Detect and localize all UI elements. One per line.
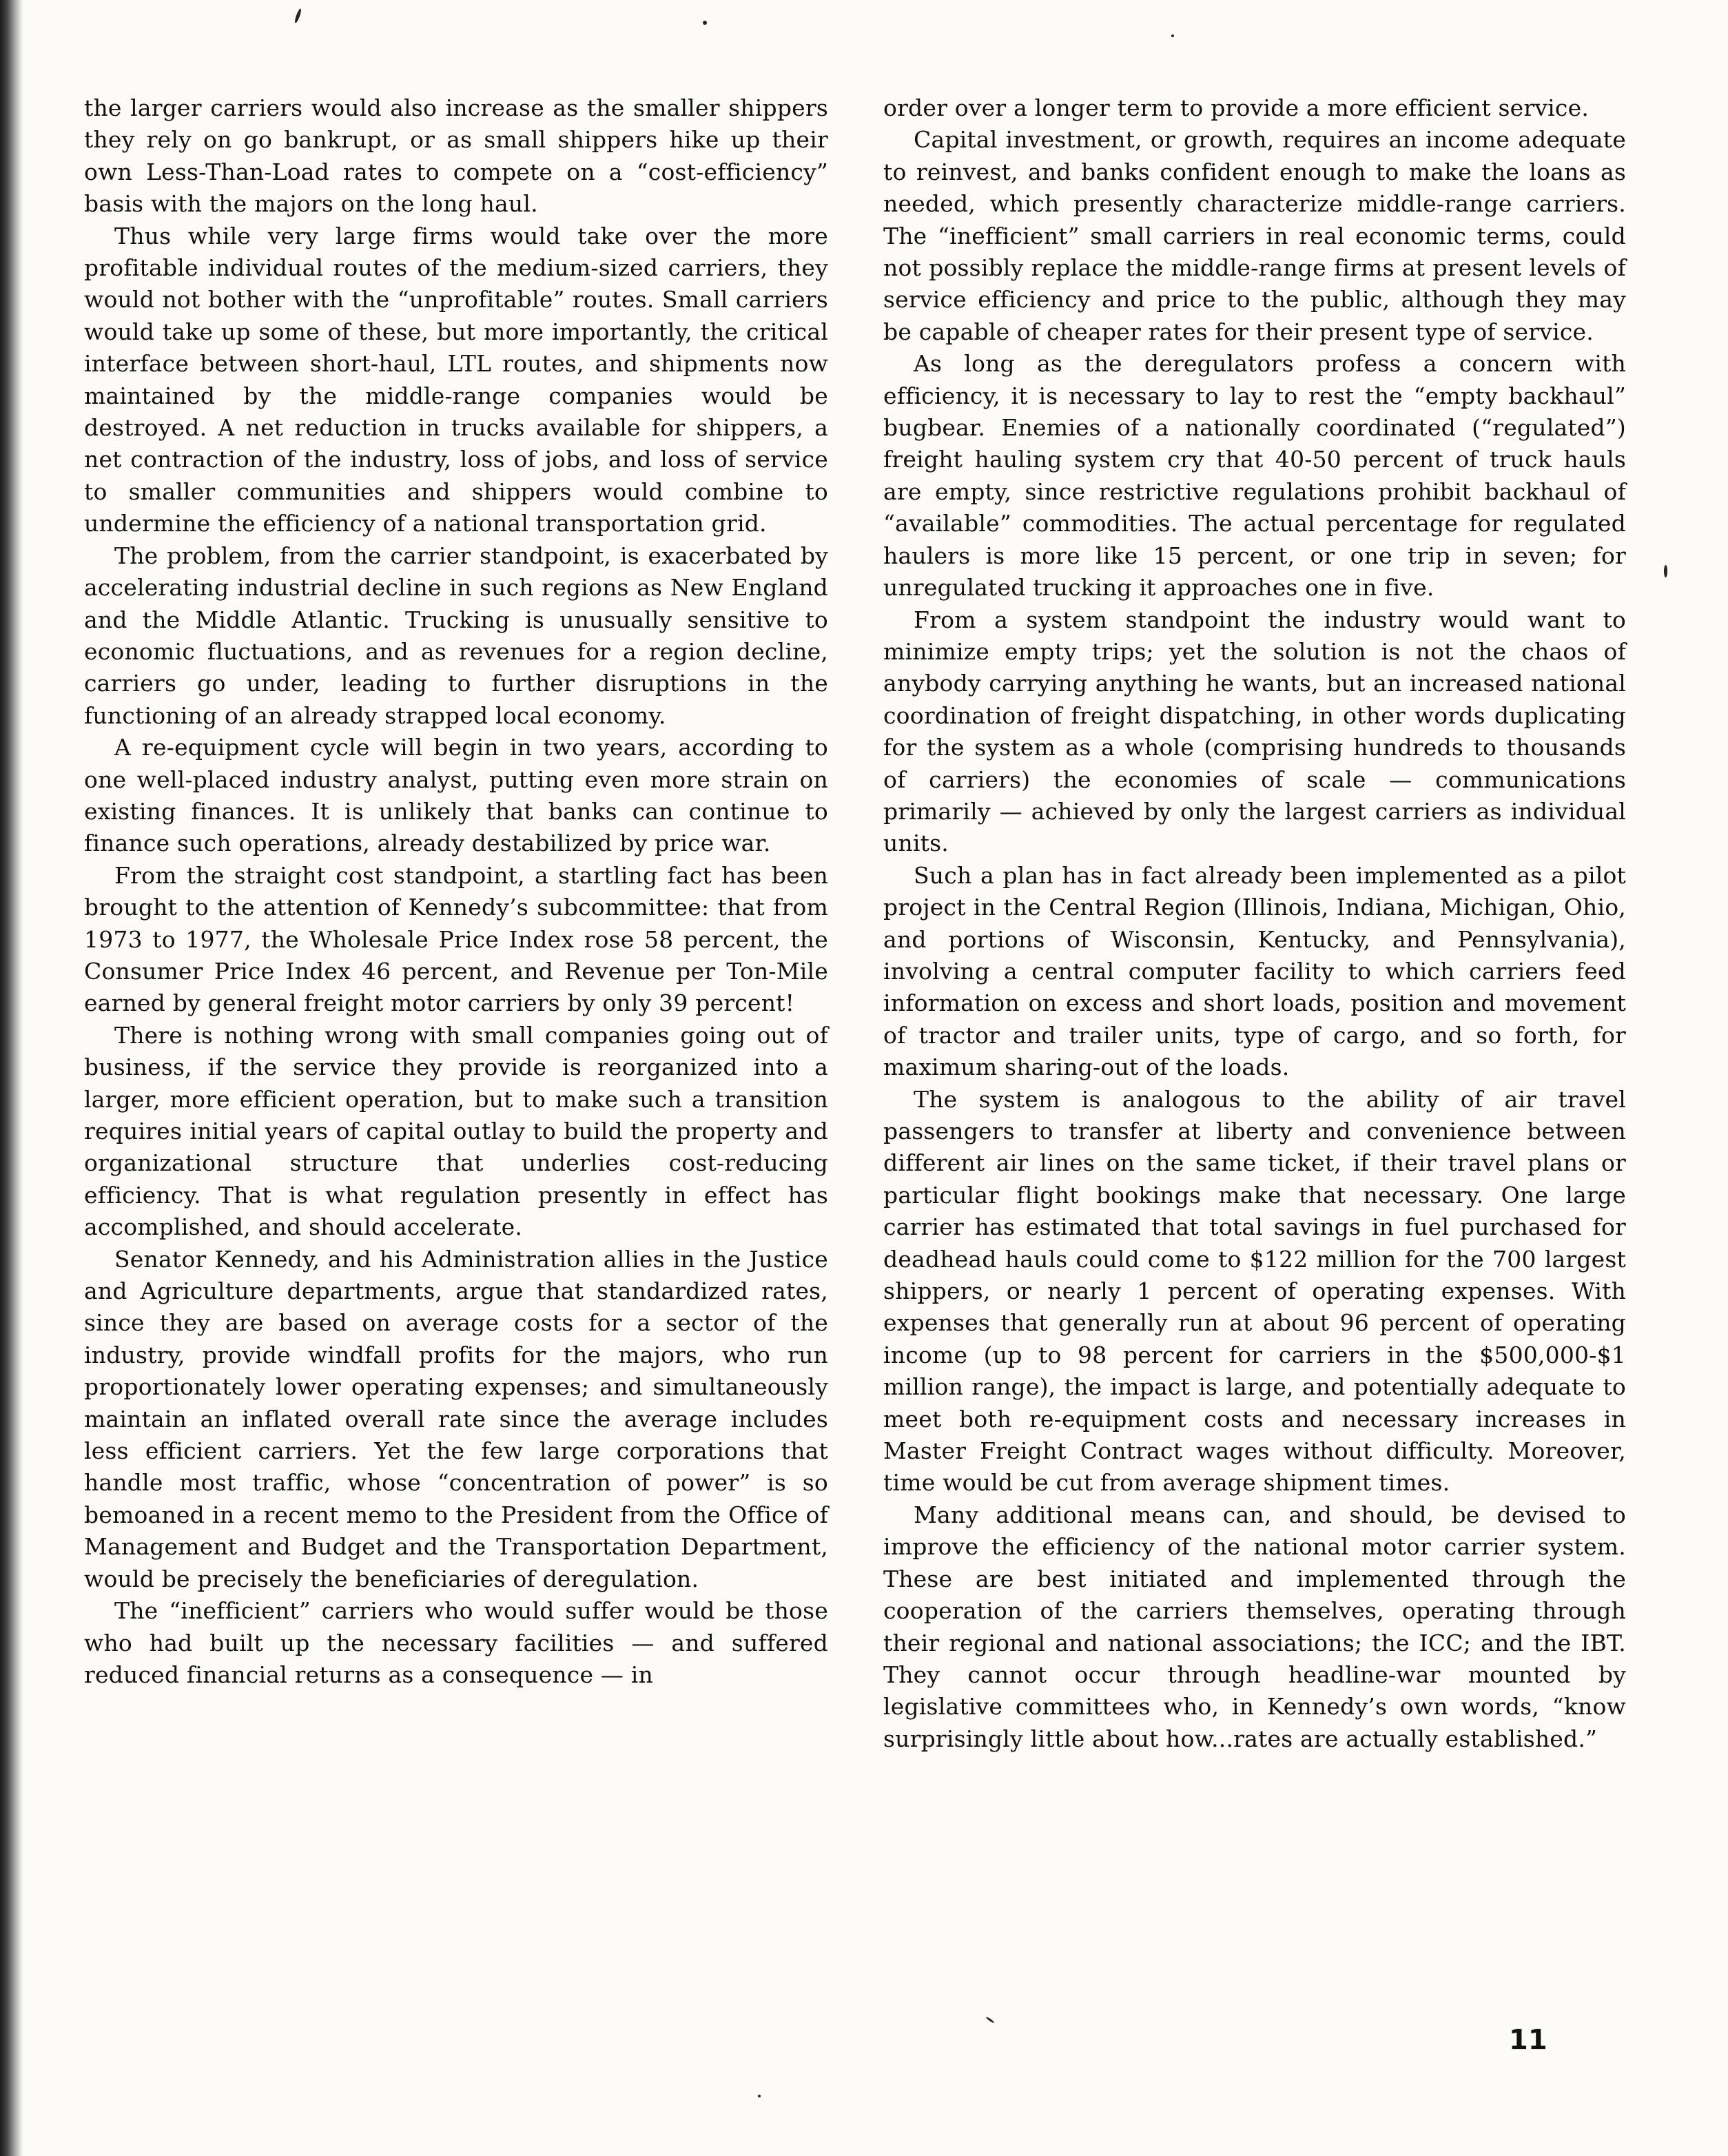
- paragraph: From the straight cost standpoint, a startling fact has been brought to the attention of Kennedy’s subcommittee: that from 1973 to 1977, the Wholesale Price Index rose 58 percent, the Consumer Price Index 46 percent, and Revenue per Ton-Mile earned by general freight motor carriers by only 39 percent!: [84, 861, 828, 1017]
- paragraph: The “inefficient” carriers who would suffer would be those who had built up the necessary facilities — and suffered reduced financial returns as a consequence — in: [84, 1597, 828, 1688]
- binding-edge-shadow: [0, 0, 23, 2156]
- paragraph: From a system standpoint the industry would want to minimize empty trips; yet the solution is not the chaos of anybody carrying anything he wants, but an increased national coordination of freight dispatching, in other words duplicating for the system as a whole (comprising hundreds to thousands of carriers) the economies of scale — communications primarily — achieved by only the largest carriers as individual units.: [883, 606, 1626, 857]
- scan-speck: [1664, 565, 1667, 577]
- left-column: [84, 92, 828, 1691]
- paragraph: Such a plan has in fact already been implemented as a pilot project in the Central Region (Illinois, Indiana, Michigan, Ohio, and portions of Wisconsin, Kentucky, and Pennsylvania), involving a central computer facility to which carriers feed information on excess and short loads, position and movement of tractor and trailer units, type of cargo, and so forth, for maximum sharing-out of the loads.: [883, 861, 1626, 1081]
- paragraph: Capital investment, or growth, requires an income adequate to reinvest, and banks confident enough to make the loans as needed, which presently characterize middle-range carriers. The “inefficient” small carriers in real economic terms, could not possibly replace the middle-range firms at present levels of service efficiency and price to the public, although they may be capable of cheaper rates for their present type of service.: [883, 126, 1626, 345]
- scan-speck: [703, 21, 707, 25]
- paragraph: Thus while very large firms would take over the more profitable individual routes of the medium-sized carriers, they would not bother with the “unprofitable” routes. Small carriers would take up some of these, but more importantly, the critical interface between short-haul, LTL routes, and shipments now maintained by the middle-range companies would be destroyed. A net reduction in trucks available for shippers, a net contraction of the industry, loss of jobs, and loss of service to smaller communities and shippers would combine to undermine the efficiency of a national transportation grid.: [84, 222, 828, 537]
- paragraph: Many additional means can, and should, be devised to improve the efficiency of the national motor carrier system. These are best initiated and implemented through the cooperation of the carriers themselves, operating through their regional and national associations; the ICC; and the IBT. They cannot occur through headline-war mounted by legislative committees who, in Kennedy’s own words, “know surprisingly little about how...rates are actually established.”: [883, 1501, 1626, 1752]
- scan-mark: [985, 2016, 994, 2023]
- paragraph: The problem, from the carrier standpoint, is exacerbated by accelerating industrial decline in such regions as New England and the Middle Atlantic. Trucking is unusually sensitive to economic fluctuations, and as revenues for a region decline, carriers go under, leading to further disruptions in the functioning of an already strapped local economy.: [84, 542, 828, 729]
- page-number: 11: [1509, 2024, 1547, 2056]
- scan-mark: [294, 8, 302, 23]
- paragraph: There is nothing wrong with small companies going out of business, if the service they provide is reorganized into a larger, more efficient operation, but to make such a transition requires initial years of capital outlay to build the property and organizational structure that underlies cost-reducing efficiency. That is what regulation presently in effect has accomplished, and should accelerate.: [84, 1021, 828, 1241]
- paragraph: The system is analogous to the ability of air travel passengers to transfer at liberty and convenience between different air lines on the same ticket, if their travel plans or particular flight bookings make that necessary. One large carrier has estimated that total savings in fuel purchased for deadhead hauls could come to $122 million for the 700 largest shippers, or nearly 1 percent of operating expenses. With expenses that generally run at about 96 percent of operating income (up to 98 percent for carriers in the $500,000-$1 million range), the impact is large, and potentially adequate to meet both re-equipment costs and necessary increases in Master Freight Contract wages without difficulty. Moreover, time would be cut from average shipment times.: [883, 1085, 1626, 1497]
- paragraph: order over a longer term to provide a more efficient service.: [883, 94, 1590, 121]
- scan-speck: [758, 2095, 761, 2097]
- scan-speck: [1171, 34, 1174, 37]
- paragraph: Senator Kennedy, and his Administration allies in the Justice and Agriculture departments, argue that standardized rates, since they are based on average costs for a sector of the industry, provide windfall profits for the majors, who run proportionately lower operating expenses; and simultaneously maintain an inflated overall rate since the average includes less efficient carriers. Yet the few large corporations that handle most traffic, whose “concentration of power” is so bemoaned in a recent memo to the President from the Office of Management and Budget and the Transportation Department, would be precisely the beneficiaries of deregulation.: [84, 1245, 828, 1592]
- paragraph: A re-equipment cycle will begin in two years, according to one well-placed industry analyst, putting even more strain on existing finances. It is unlikely that banks can continue to finance such operations, already destabilized by price war.: [84, 734, 828, 857]
- right-column: [883, 92, 1626, 1755]
- paragraph: the larger carriers would also increase as the smaller shippers they rely on go bankrupt, or as small shippers hike up their own Less-Than-Load rates to compete on a “cost-efficiency” basis with the majors on the long haul.: [84, 94, 828, 218]
- paragraph: As long as the deregulators profess a concern with efficiency, it is necessary to lay to rest the “empty backhaul” bugbear. Enemies of a nationally coordinated (“regulated”) freight hauling system cry that 40-50 percent of truck hauls are empty, since restrictive regulations prohibit backhaul of “available” commodities. The actual percentage for regulated haulers is more like 15 percent, or one trip in seven; for unregulated trucking it approaches one in five.: [883, 350, 1626, 602]
